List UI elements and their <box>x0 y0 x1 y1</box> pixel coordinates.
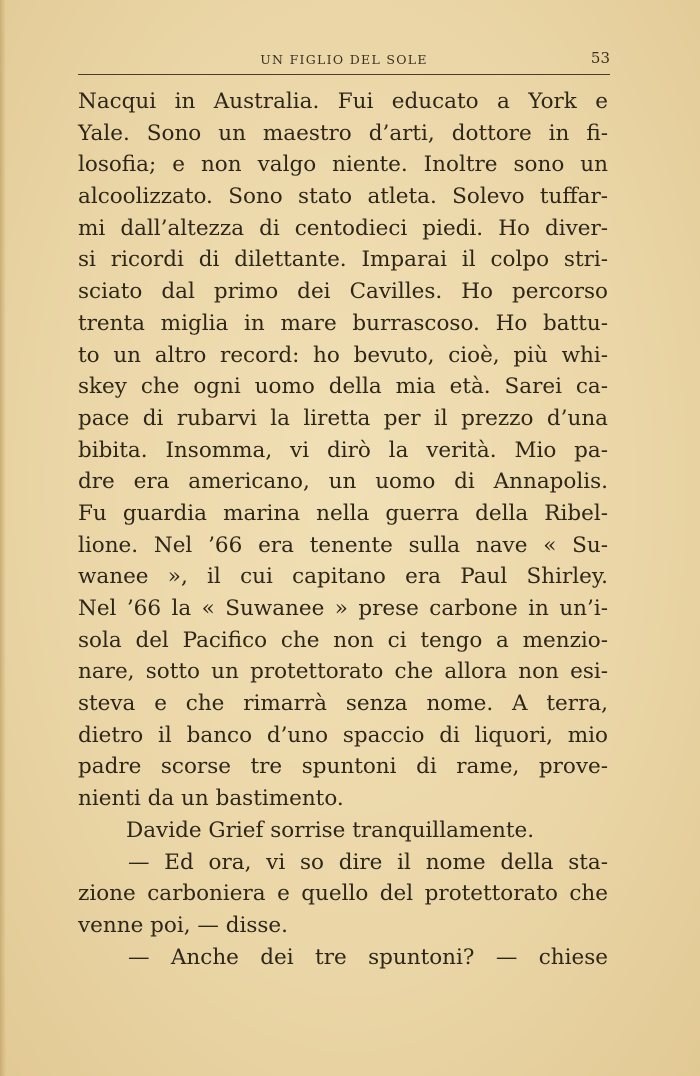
text-line: — Ed ora, vi so dire il nome della sta- <box>128 849 608 875</box>
text-line: bibita. Insomma, vi dirò la verità. Mio pa- <box>78 437 608 463</box>
text-line: alcoolizzato. Sono stato atleta. Solevo tuffar- <box>78 184 608 210</box>
text-line: Davide Grief sorrise tranquillamente. <box>126 817 535 843</box>
text-line: to un altro record: ho bevuto, cioè, più whi- <box>78 342 608 368</box>
text-line: skey che ogni uomo della mia età. Sarei ca- <box>78 374 608 400</box>
text-line: nienti da un bastimento. <box>78 786 344 812</box>
running-title: UN FIGLIO DEL SOLE <box>260 52 428 67</box>
text-line: Fu guardia marina nella guerra della Ribel- <box>78 500 608 526</box>
text-line: nare, sotto un protettorato che allora non esi- <box>78 659 608 685</box>
text-line: steva e che rimarrà senza nome. A terra, <box>78 691 608 717</box>
page-header <box>78 49 610 72</box>
text-line: sola del Pacifico che non ci tengo a menzio- <box>78 627 608 653</box>
text-line: wanee », il cui capitano era Paul Shirley. <box>78 564 608 590</box>
page-edge-shadow <box>0 0 6 1076</box>
text-line: dietro il banco d’uno spaccio di liquori, mio <box>78 722 608 748</box>
text-line: si ricordi di dilettante. Imparai il colpo stri- <box>78 247 608 273</box>
text-line: dre era americano, un uomo di Annapolis. <box>78 469 608 495</box>
text-line: losofia; e non valgo niente. Inoltre sono un <box>78 152 608 178</box>
text-line: pace di rubarvi la liretta per il prezzo d’una <box>78 405 608 431</box>
text-line: trenta miglia in mare burrascoso. Ho battu- <box>78 310 608 336</box>
text-line: mi dall’altezza di centodieci piedi. Ho diver- <box>78 215 608 241</box>
page-number: 53 <box>590 49 610 67</box>
body-text <box>78 86 608 973</box>
text-line: Nacqui in Australia. Fui educato a York e <box>78 89 608 114</box>
text-line: padre scorse tre spuntoni di rame, prove- <box>78 754 608 780</box>
header-rule <box>78 74 610 75</box>
text-line: Yale. Sono un maestro d’arti, dottore in fi- <box>78 120 608 146</box>
text-line: — Anche dei tre spuntoni? — chiese <box>128 944 608 970</box>
text-line: sciato dal primo dei Cavilles. Ho percorso <box>78 279 608 305</box>
text-line: lione. Nel ’66 era tenente sulla nave « Su- <box>78 532 608 558</box>
text-line: zione carboniera e quello del protettorato che <box>78 881 608 907</box>
text-line: venne poi, — disse. <box>78 912 288 938</box>
text-line: Nel ’66 la « Suwanee » prese carbone in un’i- <box>78 596 608 621</box>
